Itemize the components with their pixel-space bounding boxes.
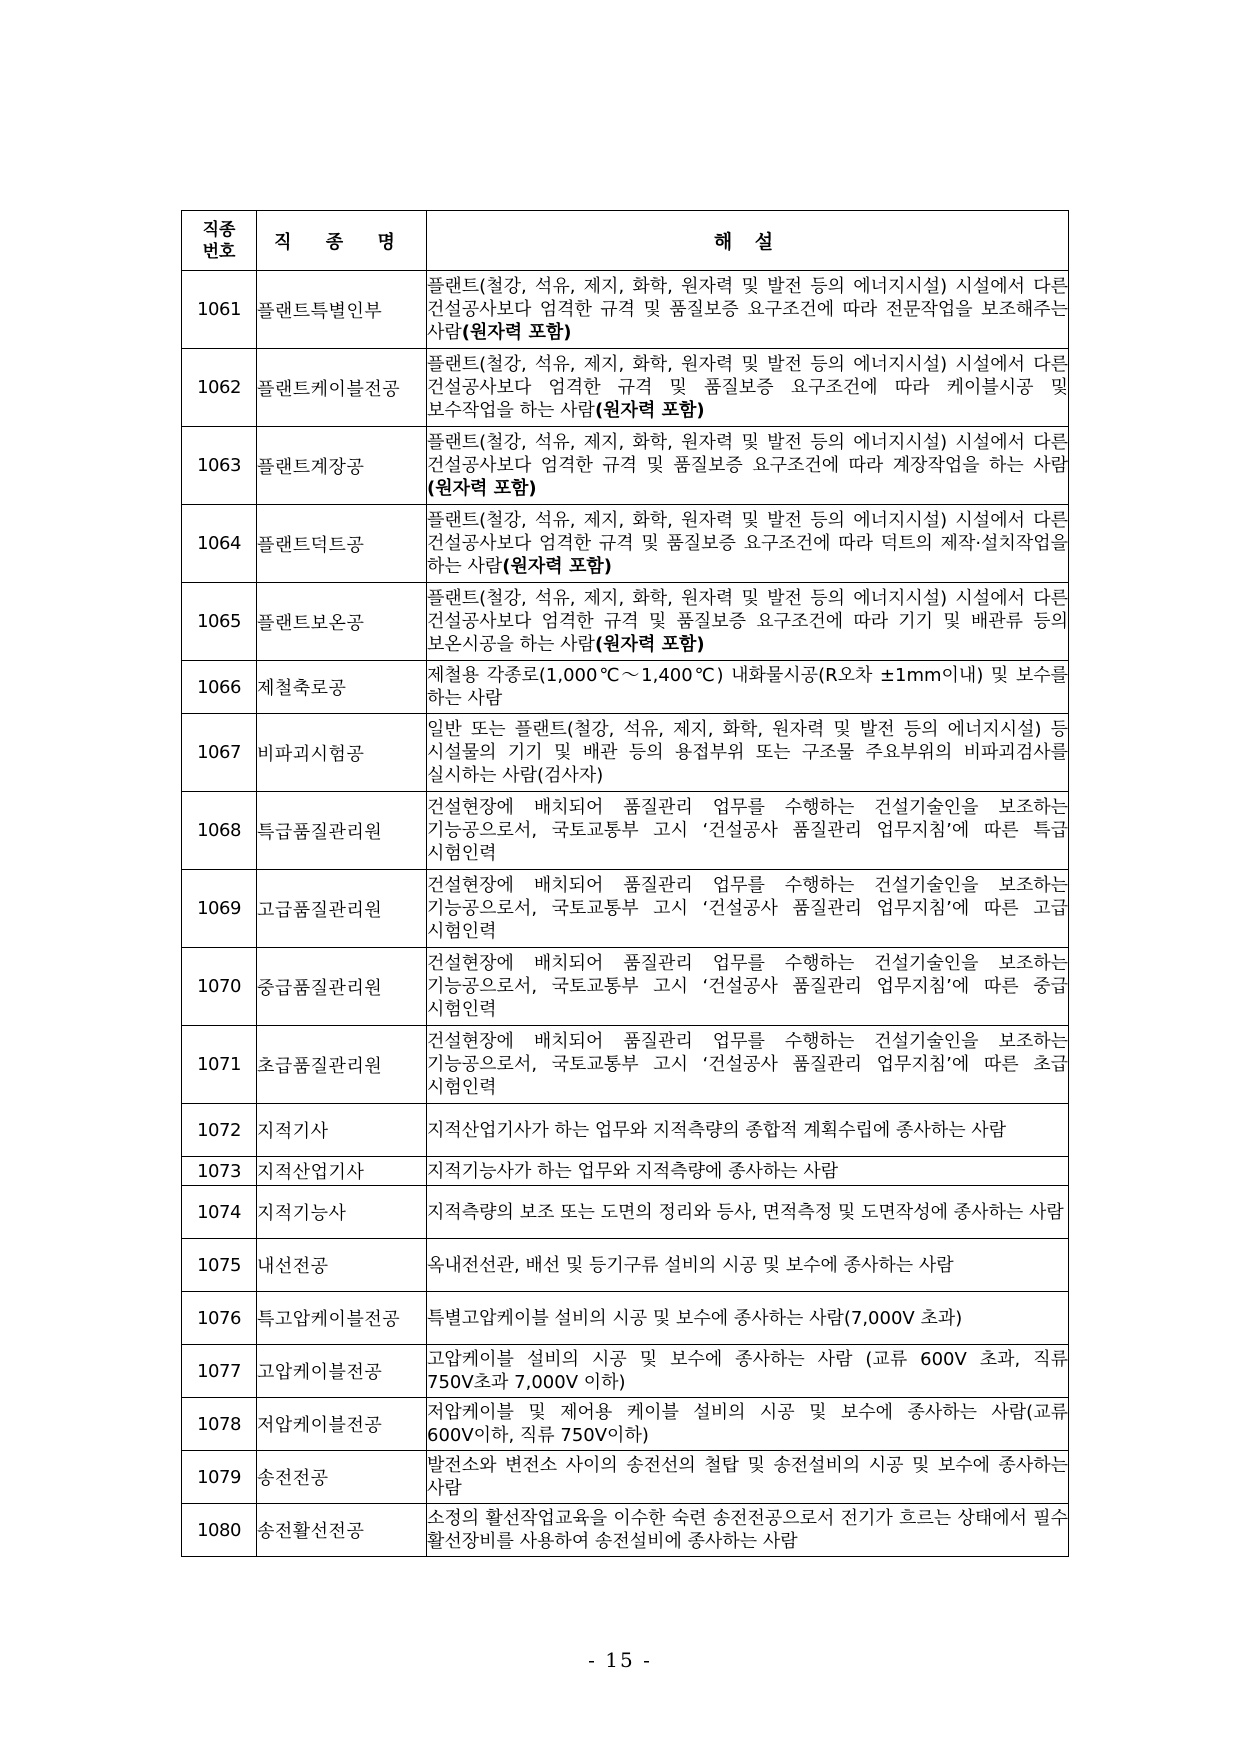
job-description-cell xyxy=(427,1451,1069,1504)
job-description-text: 지적산업기사가 하는 업무와 지적측량의 종합적 계획수립에 종사하는 사람 xyxy=(427,1119,1007,1141)
job-description-text: 플랜트(철강, 석유, 제지, 화학, 원자력 및 발전 등의 에너지시설) 시설에서 다른 건설공사보다 엄격한 규격 및 품질보증 요구조건에 따라 전문작업을 보조해주는 사람 xyxy=(427,276,1068,343)
header-job-name: 직 종 명 xyxy=(257,211,427,271)
job-description-cell xyxy=(427,661,1069,714)
job-description-text: 특별고압케이블 설비의 시공 및 보수에 종사하는 사람(7,000V 초과) xyxy=(427,1307,963,1329)
table-row xyxy=(182,870,1069,948)
job-description-cell xyxy=(427,1026,1069,1104)
job-code-cell: 1070 xyxy=(182,948,257,1026)
job-code-cell: 1076 xyxy=(182,1292,257,1345)
table-row xyxy=(182,1186,1069,1239)
job-description-text: 플랜트(철강, 석유, 제지, 화학, 원자력 및 발전 등의 에너지시설) 시설에서 다른 건설공사보다 엄격한 규격 및 품질보증 요구조건에 따라 케이블시공 및 보수작업을 하는 사람 xyxy=(427,354,1068,421)
job-code-cell: 1064 xyxy=(182,505,257,583)
job-description-cell xyxy=(427,714,1069,792)
job-code-cell: 1073 xyxy=(182,1157,257,1186)
job-name-cell: 특고압케이블전공 xyxy=(257,1292,427,1345)
job-description-text: 발전소와 변전소 사이의 송전선의 철탑 및 송전설비의 시공 및 보수에 종사하는 사람 xyxy=(427,1455,1068,1499)
table-row xyxy=(182,349,1069,427)
job-description-cell xyxy=(427,792,1069,870)
job-description-cell xyxy=(427,271,1069,349)
header-job-number-line1: 직종 xyxy=(202,219,236,240)
table-row xyxy=(182,1157,1069,1186)
job-description-cell xyxy=(427,1157,1069,1186)
job-description-cell xyxy=(427,349,1069,427)
job-description-cell xyxy=(427,1186,1069,1239)
job-description-cell xyxy=(427,1292,1069,1345)
table-row xyxy=(182,505,1069,583)
job-name-cell: 송전활선전공 xyxy=(257,1504,427,1557)
job-code-cell: 1079 xyxy=(182,1451,257,1504)
job-code-cell: 1068 xyxy=(182,792,257,870)
job-description-text: 제철용 각종로(1,000℃～1,400℃) 내화물시공(R오차 ±1mm이내) 및 보수를 하는 사람 xyxy=(427,665,1068,709)
job-description-note: (원자력 포함) xyxy=(502,556,612,577)
table-row xyxy=(182,583,1069,661)
job-description-note: (원자력 포함) xyxy=(461,322,572,343)
job-description-text: 건설현장에 배치되어 품질관리 업무를 수행하는 건설기술인을 보조하는 기능공으로서, 국토교통부 고시 ‘건설공사 품질관리 업무지침’에 따른 중급 시험인력 xyxy=(427,953,1068,1020)
job-name-cell: 송전전공 xyxy=(257,1451,427,1504)
table-row xyxy=(182,427,1069,505)
job-code-cell: 1072 xyxy=(182,1104,257,1157)
job-name-cell: 플랜트계장공 xyxy=(257,427,427,505)
job-name-cell: 고압케이블전공 xyxy=(257,1345,427,1398)
header-job-number-line2: 번호 xyxy=(202,241,236,262)
job-description-cell xyxy=(427,1504,1069,1557)
job-description-cell xyxy=(427,948,1069,1026)
job-name-cell: 초급품질관리원 xyxy=(257,1026,427,1104)
table-row xyxy=(182,1104,1069,1157)
table-row xyxy=(182,1239,1069,1292)
table-row xyxy=(182,948,1069,1026)
job-name-cell: 특급품질관리원 xyxy=(257,792,427,870)
job-name-cell: 저압케이블전공 xyxy=(257,1398,427,1451)
job-description-text: 건설현장에 배치되어 품질관리 업무를 수행하는 건설기술인을 보조하는 기능공으로서, 국토교통부 고시 ‘건설공사 품질관리 업무지침’에 따른 고급 시험인력 xyxy=(427,875,1068,942)
job-description-text: 건설현장에 배치되어 품질관리 업무를 수행하는 건설기술인을 보조하는 기능공으로서, 국토교통부 고시 ‘건설공사 품질관리 업무지침’에 따른 초급 시험인력 xyxy=(427,1031,1068,1098)
job-description-text: 옥내전선관, 배선 및 등기구류 설비의 시공 및 보수에 종사하는 사람 xyxy=(427,1254,954,1276)
job-name-cell: 지적산업기사 xyxy=(257,1157,427,1186)
table-row xyxy=(182,1451,1069,1504)
job-description-text: 저압케이블 및 제어용 케이블 설비의 시공 및 보수에 종사하는 사람(교류 600V이하, 직류 750V이하) xyxy=(427,1402,1068,1446)
job-name-cell: 제철축로공 xyxy=(257,661,427,714)
table-row xyxy=(182,714,1069,792)
table-row xyxy=(182,792,1069,870)
job-description-cell xyxy=(427,1239,1069,1292)
job-description-text: 소정의 활선작업교육을 이수한 숙련 송전전공으로서 전기가 흐르는 상태에서 필수 활선장비를 사용하여 송전설비에 종사하는 사람 xyxy=(427,1508,1068,1552)
job-code-cell: 1071 xyxy=(182,1026,257,1104)
job-code-cell: 1066 xyxy=(182,661,257,714)
job-name-cell: 중급품질관리원 xyxy=(257,948,427,1026)
header-job-number xyxy=(182,211,257,271)
job-name-cell: 플랜트보온공 xyxy=(257,583,427,661)
job-description-cell xyxy=(427,1104,1069,1157)
job-description-text: 지적측량의 보조 또는 도면의 정리와 등사, 면적측정 및 도면작성에 종사하는 사람 xyxy=(427,1201,1064,1223)
page-number: - 15 - xyxy=(588,1648,652,1672)
job-code-cell: 1074 xyxy=(182,1186,257,1239)
job-description-text: 일반 또는 플랜트(철강, 석유, 제지, 화학, 원자력 및 발전 등의 에너지시설) 등 시설물의 기기 및 배관 등의 용접부위 또는 구조물 주요부위의 비파괴검사를 실시하는 사람(검사자) xyxy=(427,719,1068,786)
table-row xyxy=(182,1398,1069,1451)
job-name-cell: 플랜트특별인부 xyxy=(257,271,427,349)
table-row xyxy=(182,271,1069,349)
job-code-cell: 1075 xyxy=(182,1239,257,1292)
job-code-cell: 1069 xyxy=(182,870,257,948)
job-description-text: 플랜트(철강, 석유, 제지, 화학, 원자력 및 발전 등의 에너지시설) 시설에서 다른 건설공사보다 엄격한 규격 및 품질보증 요구조건에 따라 덕트의 제작·설치작업을 하는 사람 xyxy=(427,510,1068,577)
job-name-cell: 지적기사 xyxy=(257,1104,427,1157)
job-description-note: (원자력 포함) xyxy=(594,400,705,421)
job-name-cell: 지적기능사 xyxy=(257,1186,427,1239)
job-name-cell: 내선전공 xyxy=(257,1239,427,1292)
job-description-note: (원자력 포함) xyxy=(594,634,705,655)
table-row xyxy=(182,1504,1069,1557)
job-description-text: 지적기능사가 하는 업무와 지적측량에 종사하는 사람 xyxy=(427,1160,839,1182)
job-name-cell: 고급품질관리원 xyxy=(257,870,427,948)
job-name-cell: 비파괴시험공 xyxy=(257,714,427,792)
table-row xyxy=(182,661,1069,714)
table-row xyxy=(182,1292,1069,1345)
job-description-cell xyxy=(427,427,1069,505)
table-row xyxy=(182,1345,1069,1398)
job-description-text: 고압케이블 설비의 시공 및 보수에 종사하는 사람 (교류 600V 초과, 직류 750V초과 7,000V 이하) xyxy=(427,1349,1068,1393)
job-classification-table xyxy=(181,210,1069,1557)
job-description-note: (원자력 포함) xyxy=(427,478,537,499)
job-description-text: 건설현장에 배치되어 품질관리 업무를 수행하는 건설기술인을 보조하는 기능공으로서, 국토교통부 고시 ‘건설공사 품질관리 업무지침’에 따른 특급 시험인력 xyxy=(427,797,1068,864)
job-code-cell: 1065 xyxy=(182,583,257,661)
job-description-cell xyxy=(427,583,1069,661)
table-header-row xyxy=(182,211,1069,271)
job-code-cell: 1067 xyxy=(182,714,257,792)
table-row xyxy=(182,1026,1069,1104)
job-code-cell: 1061 xyxy=(182,271,257,349)
job-description-text: 플랜트(철강, 석유, 제지, 화학, 원자력 및 발전 등의 에너지시설) 시설에서 다른 건설공사보다 엄격한 규격 및 품질보증 요구조건에 따라 계장작업을 하는 사람 xyxy=(427,432,1068,476)
job-description-cell xyxy=(427,1398,1069,1451)
job-code-cell: 1080 xyxy=(182,1504,257,1557)
job-description-cell xyxy=(427,1345,1069,1398)
job-description-text: 플랜트(철강, 석유, 제지, 화학, 원자력 및 발전 등의 에너지시설) 시설에서 다른 건설공사보다 엄격한 규격 및 품질보증 요구조건에 따라 기기 및 배관류 등의 보온시공을 하는 사람 xyxy=(427,588,1068,655)
job-code-cell: 1078 xyxy=(182,1398,257,1451)
job-description-cell xyxy=(427,870,1069,948)
job-code-cell: 1062 xyxy=(182,349,257,427)
job-code-cell: 1063 xyxy=(182,427,257,505)
job-name-cell: 플랜트케이블전공 xyxy=(257,349,427,427)
header-description: 해 설 xyxy=(427,211,1069,271)
table-body xyxy=(182,271,1069,1557)
job-description-cell xyxy=(427,505,1069,583)
job-name-cell: 플랜트덕트공 xyxy=(257,505,427,583)
job-code-cell: 1077 xyxy=(182,1345,257,1398)
